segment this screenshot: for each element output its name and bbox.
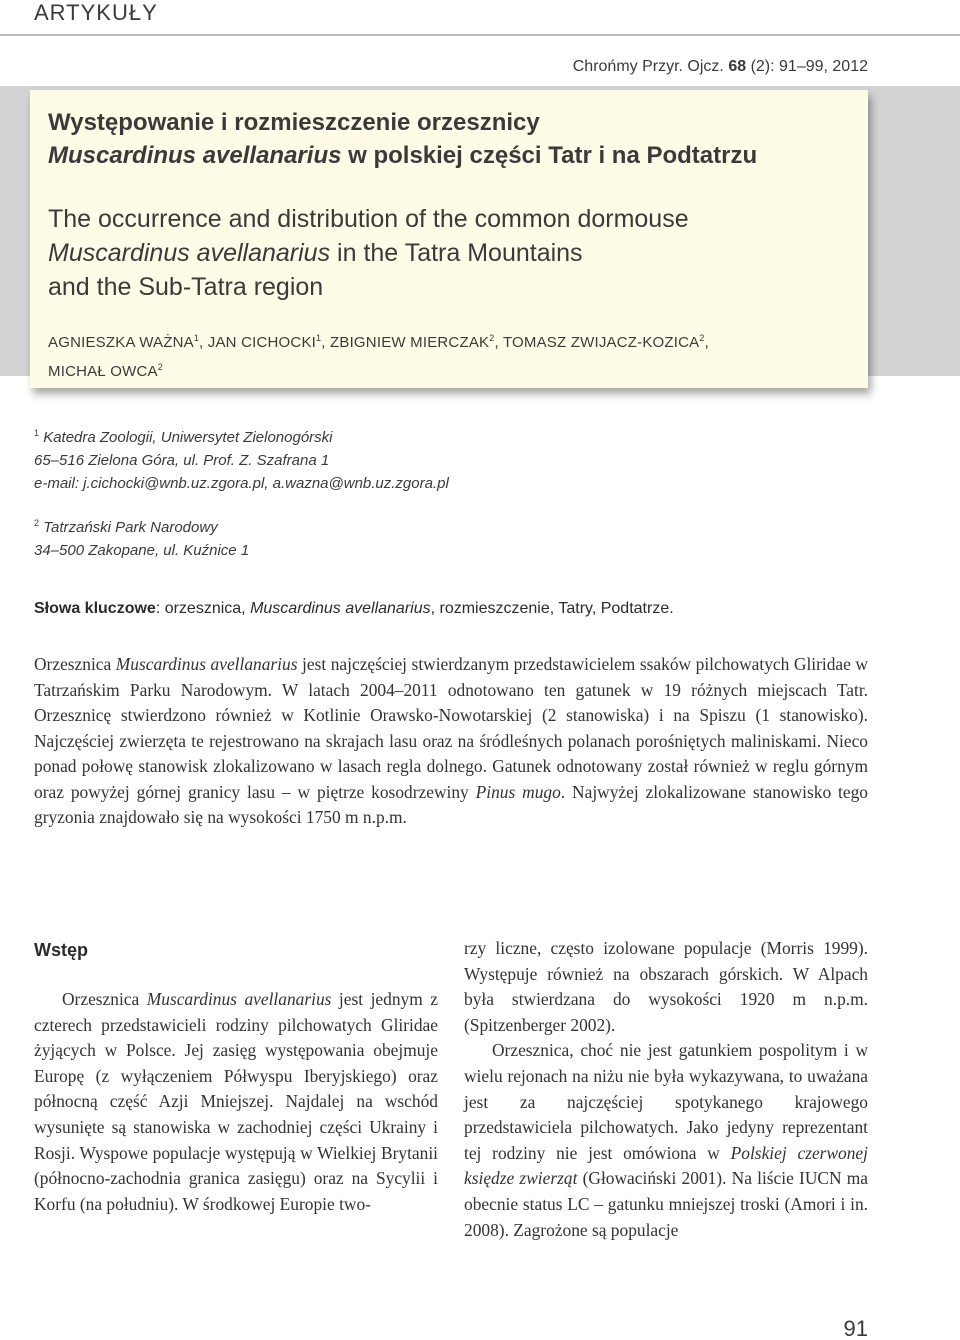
body-column-left: Orzesznica Muscardinus avellanarius jest jednym z czterech przedstawicieli rodziny pilchowatych Gliridae żyjących w Polsce. Jej zasięg występowania obejmuje Europę (z wyłączeniem Półwyspu Iberyjskiego) oraz północną część Azji Mniejszej. Najdalej na wschód wysunięte są stanowiska w zachodniej części Ukrainy i Rosji. Wyspowe populacje występują w Wielkiej Brytanii (północno-zachodnia granica zasięgu) oraz na Sycylii i Korfu (na południu). W środkowej Europie two- [34,989,438,1214]
abstract: Orzesznica Muscardinus avellanarius jest najczęściej stwierdzanym przedstawicielem ssaków pilchowatych Gliridae w Tatrzańskim Parku Narodowym. W latach 2004–2011 odnotowano ten gatunek w 19 różnych miejscach Tatr. Orzesznicę stwierdzono również w Kotlinie Orawsko-Nowotarskiej (2 stanowiska) i na Spiszu (1 stanowisko). Najczęściej zwierzęta te rejestrowano na skrajach lasu oraz na śródleśnych polanach porośniętych maliniskami. Nieco ponad połowę stanowisk zlokalizowano w lasach regla dolnego. Gatunek odnotowany został również w reglu górnym oraz powyżej górnej granicy lasu – w piętrze kosodrzewiny Pinus mugo. Najwyżej zlokalizowane stanowisko tego gryzonia znajdowało się na wysokości 1750 m n.p.m. [34,654,868,827]
author: TOMASZ ZWIJACZ-KOZICA [502,334,700,351]
title-english-species: Muscardinus avellanarius [48,239,331,267]
keywords-label: Słowa kluczowe [34,600,156,617]
citation-journal: Chrońmy Przyr. Ojcz. [572,58,724,75]
paragraph: rzy liczne, często izolowane populacje (Morris 1999). Występuje również na obszarach górskich. W Alpach była stwierdzana do wysokości 1920 m n.p.m. (Spitzenberger 2002). [464,938,868,1035]
title-english-line3: and the Sub-Tatra region [48,273,324,301]
author: ZBIGNIEW MIERCZAK [330,334,490,351]
title-polish-line2: Muscardinus avellanarius w polskiej części Tatr i na Podtatrzu [48,142,758,169]
keywords: Słowa kluczowe: orzesznica, Muscardinus avellanarius, rozmieszczenie, Tatry, Podtatrze. [34,600,674,617]
affiliation-1: $^1$ Katedra Zoologii, Uniwersytet Zielonogórski 65–516 Zielona Góra, ul. Prof. Z. Szafrana 1 e-mail: j.cichocki@wnb.uz.zgora.pl, a.wazna@wnb.uz.zgora.pl [34,422,449,495]
title-english [48,202,848,304]
paragraph: Orzesznica, choć nie jest gatunkiem pospolitym i w wielu rejonach na niżu nie była wykazywana, to uważana jest za najczęściej spotykanego krajowego przedstawiciela pilchowatych. Jako jedyny reprezentant tej rodziny nie jest omówiona w Polskiej czerwonej księdze zwierząt (Głowaciński 2001). Na liście IUCN ma obecnie status LC – gatunku mniejszej troski (Amori i in. 2008). Zagrożone są populacje [464,1040,868,1240]
affiliation-2: $^2$ Tatrzański Park Narodowy 34–500 Zakopane, ul. Kuźnice 1 [34,518,250,559]
title-english-line1: The occurrence and distribution of the common dormouse [48,205,689,233]
author: JAN CICHOCKI [207,334,317,351]
journal-citation [573,58,868,76]
title-polish-species: Muscardinus avellanarius [48,142,342,169]
section-heading: Wstęp [34,940,88,960]
title-english-line2: Muscardinus avellanarius in the Tatra Mountains [48,239,583,267]
author: MICHAŁ OWCA [48,363,158,380]
email-addresses: e-mail: j.cichocki@wnb.uz.zgora.pl, a.wazna@wnb.uz.zgora.pl [34,475,449,492]
author: AGNIESZKA WAŻNA [48,334,194,351]
page-number: 91 [843,1316,868,1340]
citation-volume: 68 [728,58,747,75]
body-column-right [464,936,868,1243]
author-list: AGNIESZKA WAŻNA$^1$, JAN CICHOCKI$^1$, ZBIGNIEW MIERCZAK$^2$, TOMASZ ZWIJACZ-KOZICA$^2$, MICHAŁ OWCA$^2$ [48,333,709,380]
title-polish [48,106,848,172]
section-label: ARTYKUŁY [34,0,158,25]
title-polish-line1: Występowanie i rozmieszczenie orzesznicy [48,109,540,136]
citation-issue-pages: (2): 91–99, 2012 [750,58,868,75]
section-divider [0,34,960,36]
